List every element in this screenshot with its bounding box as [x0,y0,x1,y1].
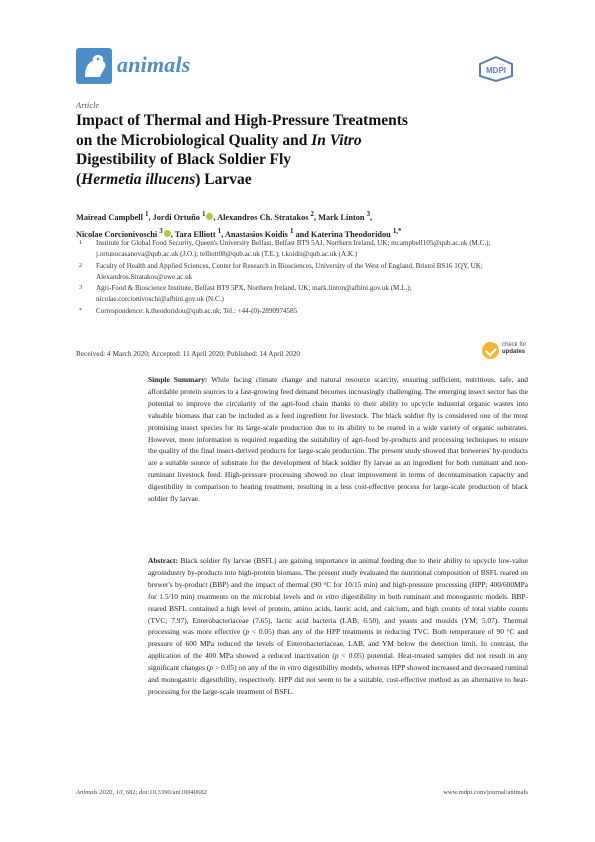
author-affiliation-mark: 3 [366,211,371,218]
author-name: Mairead Campbell [76,212,143,222]
footer-volume: 10 [115,789,123,796]
abstract-italic: in vitro [316,591,339,601]
footer-citation: Animals 2020, 10, 682; doi:10.3390/ani10040682 [76,789,207,796]
title-line-3: Digestibility of Black Soldier Fly [76,151,291,168]
simple-summary [148,374,528,505]
footer-journal: Animals [76,789,98,796]
journal-name: animals [117,52,191,77]
article-type: Article [76,100,100,110]
abstract-label: Abstract: [148,556,178,565]
abstract-italic: p [209,663,214,673]
simple-summary-text: While facing climate change and natural resource scarcity, ensuring sufficient, nutritious, safe, and affordable protein sources to a fast-growing feed demand becomes increasingly challenging. The emerging insect sector has the potential to improve the circularity of the agri-food chain thanks to their ability to upcycle industrial organic wastes into valuable biomass that can be included as a feed ingredient for livestock. The black soldier fly is considered one of the most promising insect species for its large-scale production due to its ability to be reared in a wide variety of organic substrates. However, more information is required regarding the suitability of agri-food by-products and processing techniques to ensure the quality of the final insect-derived products for large-scale production. The present study showed that breweries' by-products are a suitable source of substrate for the development of black soldier fly larvae as an ingredient for both ruminant and non-ruminant livestock feed. High-pressure processing showed no clear improvement in terms of decontamination capacity and digestibility in comparison to heating treatment, resulting in a less cost-effective process for large-scale production of black soldier fly larvae. [148,375,529,504]
author-affiliation-mark: 1,* [392,227,402,235]
title-italic-species: Hermetia illucens [81,170,196,188]
author-separator: , [213,212,218,222]
affiliation-text: Faculty of Health and Applied Sciences, Center for Research in Biosciences, University of the West of England, Bristol BS16 1QY, UK; Alexandros.Stratakos@uwe.ac.uk [96,261,483,281]
publication-dates: Received: 4 March 2020; Accepted: 11 April 2020; Published: 14 April 2020 [76,349,301,358]
author-separator: , [313,212,319,222]
affiliation-list [76,238,516,317]
correspondence-item [76,306,516,317]
author-affiliation-mark: 1 [217,227,222,235]
affiliation-mark: 1 [79,240,82,246]
check-for-updates-badge[interactable] [482,340,528,364]
title-line-4-open: ( [76,170,82,188]
title-line-4-close: ) Larvae [195,170,252,188]
affiliation-mark: 2 [79,262,82,269]
updates-label: updates [502,349,526,355]
abstract-text: > 0.05) on any of the [213,663,280,673]
check-for-label: check for [502,342,527,348]
footer-url[interactable]: www.mdpi.com/journal/animals [443,789,528,796]
author-affiliation-mark: 1 [289,227,294,235]
affiliation-text: Institute for Global Food Security, Queen's University Belfast, Belfast BT9 5AJ, Northern Ireland, UK; mcampbell105@qub.ac.uk (M.C.); j.ortunocasanova@qub.ac.uk (J.O.); telliott08@qub.ac.uk (T.E.); t.koidis@qub.ac.uk (A.K.) [96,239,491,259]
correspondence-text: Correspondence: k.theodoridou@qub.ac.uk; Tel.: +44-(0)-2890974585 [96,306,298,315]
author-affiliation-mark: 2 [310,211,314,218]
affiliation-mark: 3 [79,285,82,292]
author-affiliation-mark: 3 [159,227,163,235]
abstract-text: < 0.05) than any of the HPP treatments in reducing TVC. Both temperature of 90 °C and pressure of 600 MPa reduced the levels of Enterobacteriaceae, LAB, and YM below the detection limit. In contrast, the application of the 400 MPa showed a reduced inactivation ( [148,627,528,661]
title-line-1: Impact of Thermal and High-Pressure Treatments [76,112,408,129]
author-name: Alexandros Ch. Stratakos [217,212,309,222]
mdpi-logo [478,56,514,82]
affiliation-item [76,283,516,306]
footer-doi: , 682; doi:10.3390/ani10040682 [122,789,207,796]
author-affiliation-mark: 1 [201,211,206,218]
abstract-italic: in vitro [279,663,302,673]
author-conjunction: and [293,229,311,239]
abstract-text: digestibility in both ruminant and monogastric models. BBP-reared BSFL contained a high level of protein, amino acids, lauric acid, and calcium, and high counts of total viable counts (TVC; 7.97), Enterobacteriaceae (7.65), lactic acid bacteria (LAB; 6.50), and yeasts and moulds (YM; 5.07). Thermal processing was more effective ( [148,591,528,637]
affiliation-item [76,261,516,284]
correspondence-mark: * [79,307,82,314]
abstract-italic: p [334,651,339,661]
author-list [76,208,516,242]
author-separator: , [221,229,225,239]
author-name: Katerina Theodoridou [310,229,391,239]
author-separator: , [370,212,373,222]
title-italic-in-vitro: In Vitro [311,131,362,149]
simple-summary-label: Simple Summary: [148,375,208,384]
abstract-text: digestibility models, whereas HPP showed increased and decreased ruminal and monogastric digestibility, respectively. HPP did not seem to be a suitable, cost-effective method as an alternative to heat-processing for the large-scale treatment of BSFL. [148,663,528,696]
title-line-2: on the Microbiological Quality and [76,131,312,149]
abstract-text: < 0.05) potential. Heat-treated samples did not result in any significant changes ( [148,651,528,673]
author-name: Tara Elliott [174,229,216,239]
author-separator: , [148,212,153,222]
mdpi-logo-text: MDPI [486,66,506,75]
article-title [76,111,516,189]
author-name: Mark Linton [318,212,365,222]
footer-year: 2020 [97,789,113,796]
author-name: Anastasios Koidis [224,229,288,239]
author-separator: , [170,229,175,239]
author-name: Jordi Ortuño [152,212,200,222]
journal-logo [76,48,112,84]
affiliation-item [76,238,516,261]
abstract-italic: p [245,627,250,637]
abstract [148,555,528,698]
author-affiliation-mark: 1 [145,211,149,218]
check-for-updates-text [502,342,526,356]
author-name: Nicolae Corcionivoschi [76,229,158,239]
abstract-text: Black soldier fly larvae (BSFL) are gaining importance in animal feeding due to their ability to upcycle low-value agroindustry by-products into high-protein biomass. The present study evaluated the nutritional composition of BSFL reared on brewer's by-product (BBP) and the impact of thermal (90 °C for 10/15 min) and high-pressure processing (HPP; 400/600MPa for 1.5/10 min) treatments on the microbial levels and [148,556,528,601]
check-icon [482,342,499,359]
orcid-icon[interactable] [164,230,171,237]
affiliation-text: Agri-Food & Bioscience Institute, Belfast BT9 5PX, Northern Ireland, UK; mark.linton@afbini.gov.uk (M.L.); nicolae.corcionivoschi@afbini.gov.uk (N.C.) [96,284,412,304]
